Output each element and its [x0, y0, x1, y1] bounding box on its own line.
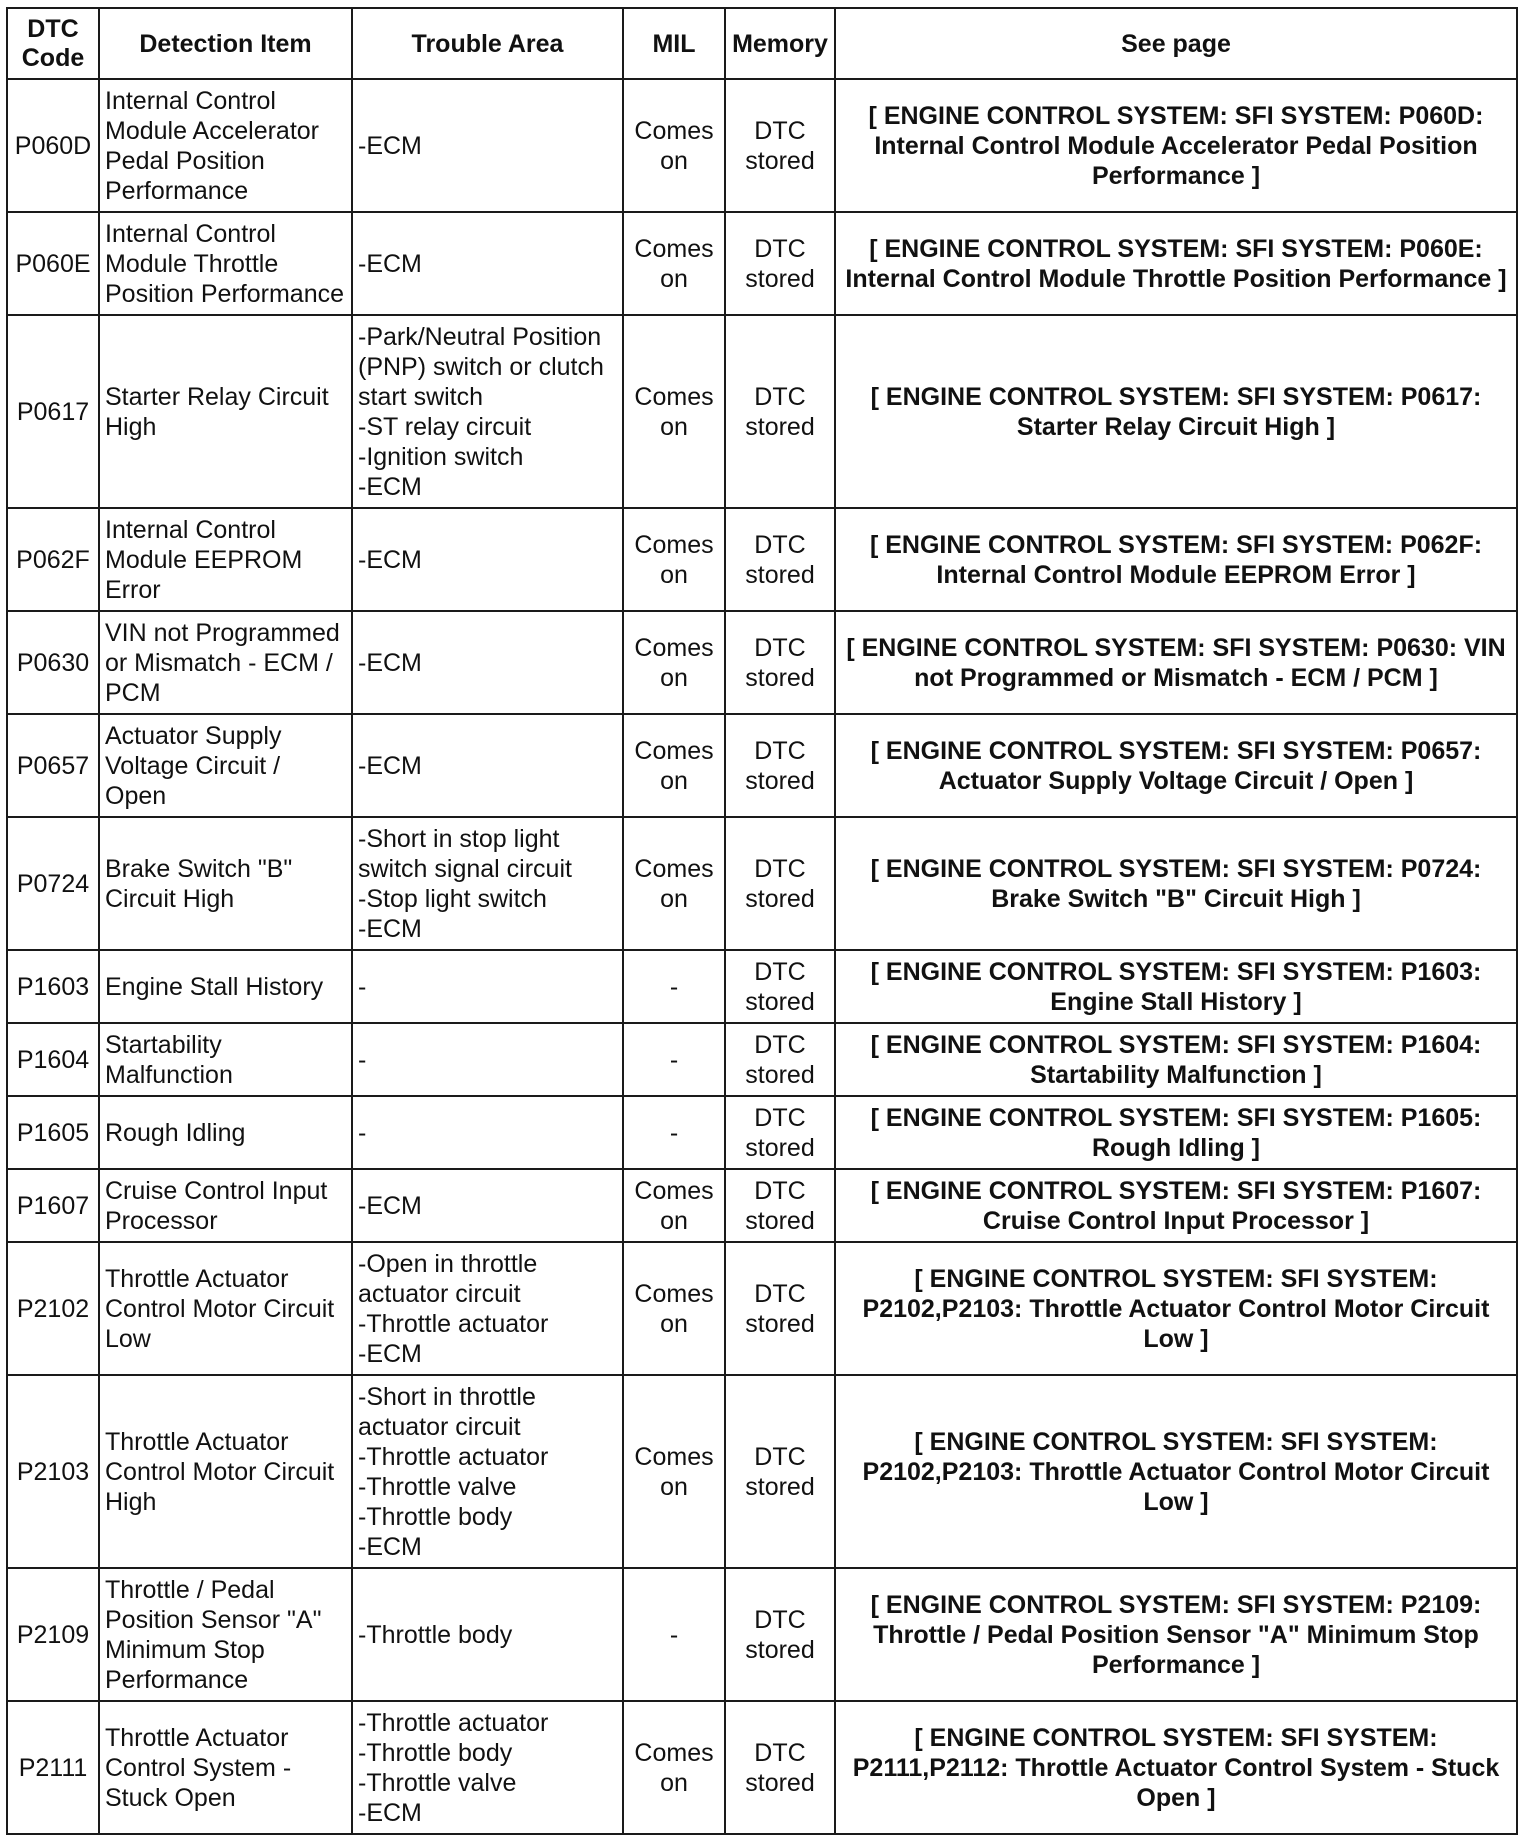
dtc-code: P2111 — [7, 1701, 99, 1834]
see-page-link[interactable]: [ ENGINE CONTROL SYSTEM: SFI SYSTEM: P060D: Internal Control Module Accelerator Pedal Position Performance ] — [835, 79, 1517, 212]
see-page-link[interactable]: [ ENGINE CONTROL SYSTEM: SFI SYSTEM: P1607: Cruise Control Input Processor ] — [835, 1169, 1517, 1242]
memory-status: DTC stored — [725, 714, 835, 817]
table-row — [7, 1701, 1517, 1834]
memory-status: DTC stored — [725, 1701, 835, 1834]
memory-status: DTC stored — [725, 1096, 835, 1169]
dtc-code: P1604 — [7, 1023, 99, 1096]
dtc-code: P0630 — [7, 611, 99, 714]
trouble-area: - — [352, 950, 623, 1023]
see-page-link[interactable]: [ ENGINE CONTROL SYSTEM: SFI SYSTEM: P0617: Starter Relay Circuit High ] — [835, 315, 1517, 508]
see-page-link[interactable]: [ ENGINE CONTROL SYSTEM: SFI SYSTEM: P1605: Rough Idling ] — [835, 1096, 1517, 1169]
detection-item: Rough Idling — [99, 1096, 352, 1169]
dtc-code: P2103 — [7, 1375, 99, 1568]
trouble-area: -ECM — [352, 212, 623, 315]
mil-status: Comes on — [623, 508, 725, 611]
header-row — [7, 8, 1517, 79]
see-page-link[interactable]: [ ENGINE CONTROL SYSTEM: SFI SYSTEM: P2102,P2103: Throttle Actuator Control Motor Circuit Low ] — [835, 1242, 1517, 1375]
detection-item: Internal Control Module Throttle Position Performance — [99, 212, 352, 315]
trouble-area: -Short in stop light switch signal circuit -Stop light switch -ECM — [352, 817, 623, 950]
dtc-code: P1605 — [7, 1096, 99, 1169]
table-row — [7, 1169, 1517, 1242]
detection-item: VIN not Programmed or Mismatch - ECM / PCM — [99, 611, 352, 714]
trouble-area: -Short in throttle actuator circuit -Throttle actuator -Throttle valve -Throttle body -ECM — [352, 1375, 623, 1568]
detection-item: Throttle Actuator Control Motor Circuit High — [99, 1375, 352, 1568]
mil-status: Comes on — [623, 611, 725, 714]
trouble-area: -ECM — [352, 611, 623, 714]
header-mil: MIL — [623, 8, 725, 79]
dtc-code: P1603 — [7, 950, 99, 1023]
mil-status: Comes on — [623, 817, 725, 950]
mil-status: - — [623, 950, 725, 1023]
detection-item: Brake Switch "B" Circuit High — [99, 817, 352, 950]
trouble-area: -ECM — [352, 79, 623, 212]
detection-item: Throttle Actuator Control System - Stuck Open — [99, 1701, 352, 1834]
memory-status: DTC stored — [725, 950, 835, 1023]
see-page-link[interactable]: [ ENGINE CONTROL SYSTEM: SFI SYSTEM: P060E: Internal Control Module Throttle Position Performance ] — [835, 212, 1517, 315]
mil-status: Comes on — [623, 315, 725, 508]
trouble-area: -Park/Neutral Position (PNP) switch or clutch start switch -ST relay circuit -Ignition switch -ECM — [352, 315, 623, 508]
trouble-area: -Throttle actuator -Throttle body -Throttle valve -ECM — [352, 1701, 623, 1834]
mil-status: Comes on — [623, 1242, 725, 1375]
see-page-link[interactable]: [ ENGINE CONTROL SYSTEM: SFI SYSTEM: P0724: Brake Switch "B" Circuit High ] — [835, 817, 1517, 950]
mil-status: - — [623, 1568, 725, 1701]
table-row — [7, 1568, 1517, 1701]
trouble-area: -ECM — [352, 1169, 623, 1242]
mil-status: Comes on — [623, 1169, 725, 1242]
memory-status: DTC stored — [725, 611, 835, 714]
dtc-code: P0657 — [7, 714, 99, 817]
trouble-area: -ECM — [352, 714, 623, 817]
mil-status: Comes on — [623, 714, 725, 817]
detection-item: Internal Control Module Accelerator Pedal Position Performance — [99, 79, 352, 212]
dtc-code: P1607 — [7, 1169, 99, 1242]
detection-item: Startability Malfunction — [99, 1023, 352, 1096]
mil-status: Comes on — [623, 79, 725, 212]
dtc-code: P2109 — [7, 1568, 99, 1701]
dtc-table — [6, 7, 1518, 1835]
dtc-code: P060E — [7, 212, 99, 315]
detection-item: Throttle Actuator Control Motor Circuit Low — [99, 1242, 352, 1375]
mil-status: - — [623, 1096, 725, 1169]
see-page-link[interactable]: [ ENGINE CONTROL SYSTEM: SFI SYSTEM: P2111,P2112: Throttle Actuator Control System - Stuck Open ] — [835, 1701, 1517, 1834]
table-row — [7, 817, 1517, 950]
see-page-link[interactable]: [ ENGINE CONTROL SYSTEM: SFI SYSTEM: P062F: Internal Control Module EEPROM Error ] — [835, 508, 1517, 611]
table-row — [7, 1096, 1517, 1169]
dtc-code: P0724 — [7, 817, 99, 950]
dtc-code: P0617 — [7, 315, 99, 508]
table-row — [7, 79, 1517, 212]
table-row — [7, 315, 1517, 508]
memory-status: DTC stored — [725, 1023, 835, 1096]
detection-item: Throttle / Pedal Position Sensor "A" Minimum Stop Performance — [99, 1568, 352, 1701]
see-page-link[interactable]: [ ENGINE CONTROL SYSTEM: SFI SYSTEM: P2102,P2103: Throttle Actuator Control Motor Circuit Low ] — [835, 1375, 1517, 1568]
table-row — [7, 212, 1517, 315]
see-page-link[interactable]: [ ENGINE CONTROL SYSTEM: SFI SYSTEM: P1603: Engine Stall History ] — [835, 950, 1517, 1023]
header-see-page: See page — [835, 8, 1517, 79]
table-row — [7, 508, 1517, 611]
memory-status: DTC stored — [725, 315, 835, 508]
see-page-link[interactable]: [ ENGINE CONTROL SYSTEM: SFI SYSTEM: P0630: VIN not Programmed or Mismatch - ECM / PCM ] — [835, 611, 1517, 714]
table-row — [7, 1023, 1517, 1096]
memory-status: DTC stored — [725, 79, 835, 212]
memory-status: DTC stored — [725, 1169, 835, 1242]
mil-status: - — [623, 1023, 725, 1096]
header-trouble-area: Trouble Area — [352, 8, 623, 79]
trouble-area: -ECM — [352, 508, 623, 611]
see-page-link[interactable]: [ ENGINE CONTROL SYSTEM: SFI SYSTEM: P0657: Actuator Supply Voltage Circuit / Open ] — [835, 714, 1517, 817]
dtc-code: P2102 — [7, 1242, 99, 1375]
header-dtc-code: DTC Code — [7, 8, 99, 79]
trouble-area: - — [352, 1023, 623, 1096]
detection-item: Internal Control Module EEPROM Error — [99, 508, 352, 611]
mil-status: Comes on — [623, 212, 725, 315]
detection-item: Cruise Control Input Processor — [99, 1169, 352, 1242]
memory-status: DTC stored — [725, 1568, 835, 1701]
memory-status: DTC stored — [725, 817, 835, 950]
table-row — [7, 1375, 1517, 1568]
mil-status: Comes on — [623, 1375, 725, 1568]
dtc-code: P062F — [7, 508, 99, 611]
see-page-link[interactable]: [ ENGINE CONTROL SYSTEM: SFI SYSTEM: P1604: Startability Malfunction ] — [835, 1023, 1517, 1096]
memory-status: DTC stored — [725, 508, 835, 611]
table-row — [7, 714, 1517, 817]
header-memory: Memory — [725, 8, 835, 79]
detection-item: Engine Stall History — [99, 950, 352, 1023]
table-row — [7, 1242, 1517, 1375]
see-page-link[interactable]: [ ENGINE CONTROL SYSTEM: SFI SYSTEM: P2109: Throttle / Pedal Position Sensor "A" Minimum Stop Performance ] — [835, 1568, 1517, 1701]
header-detection-item: Detection Item — [99, 8, 352, 79]
detection-item: Actuator Supply Voltage Circuit / Open — [99, 714, 352, 817]
table-row — [7, 611, 1517, 714]
detection-item: Starter Relay Circuit High — [99, 315, 352, 508]
memory-status: DTC stored — [725, 1242, 835, 1375]
trouble-area: - — [352, 1096, 623, 1169]
memory-status: DTC stored — [725, 212, 835, 315]
dtc-code: P060D — [7, 79, 99, 212]
trouble-area: -Throttle body — [352, 1568, 623, 1701]
table-row — [7, 950, 1517, 1023]
trouble-area: -Open in throttle actuator circuit -Throttle actuator -ECM — [352, 1242, 623, 1375]
memory-status: DTC stored — [725, 1375, 835, 1568]
mil-status: Comes on — [623, 1701, 725, 1834]
table-body — [7, 79, 1517, 1834]
